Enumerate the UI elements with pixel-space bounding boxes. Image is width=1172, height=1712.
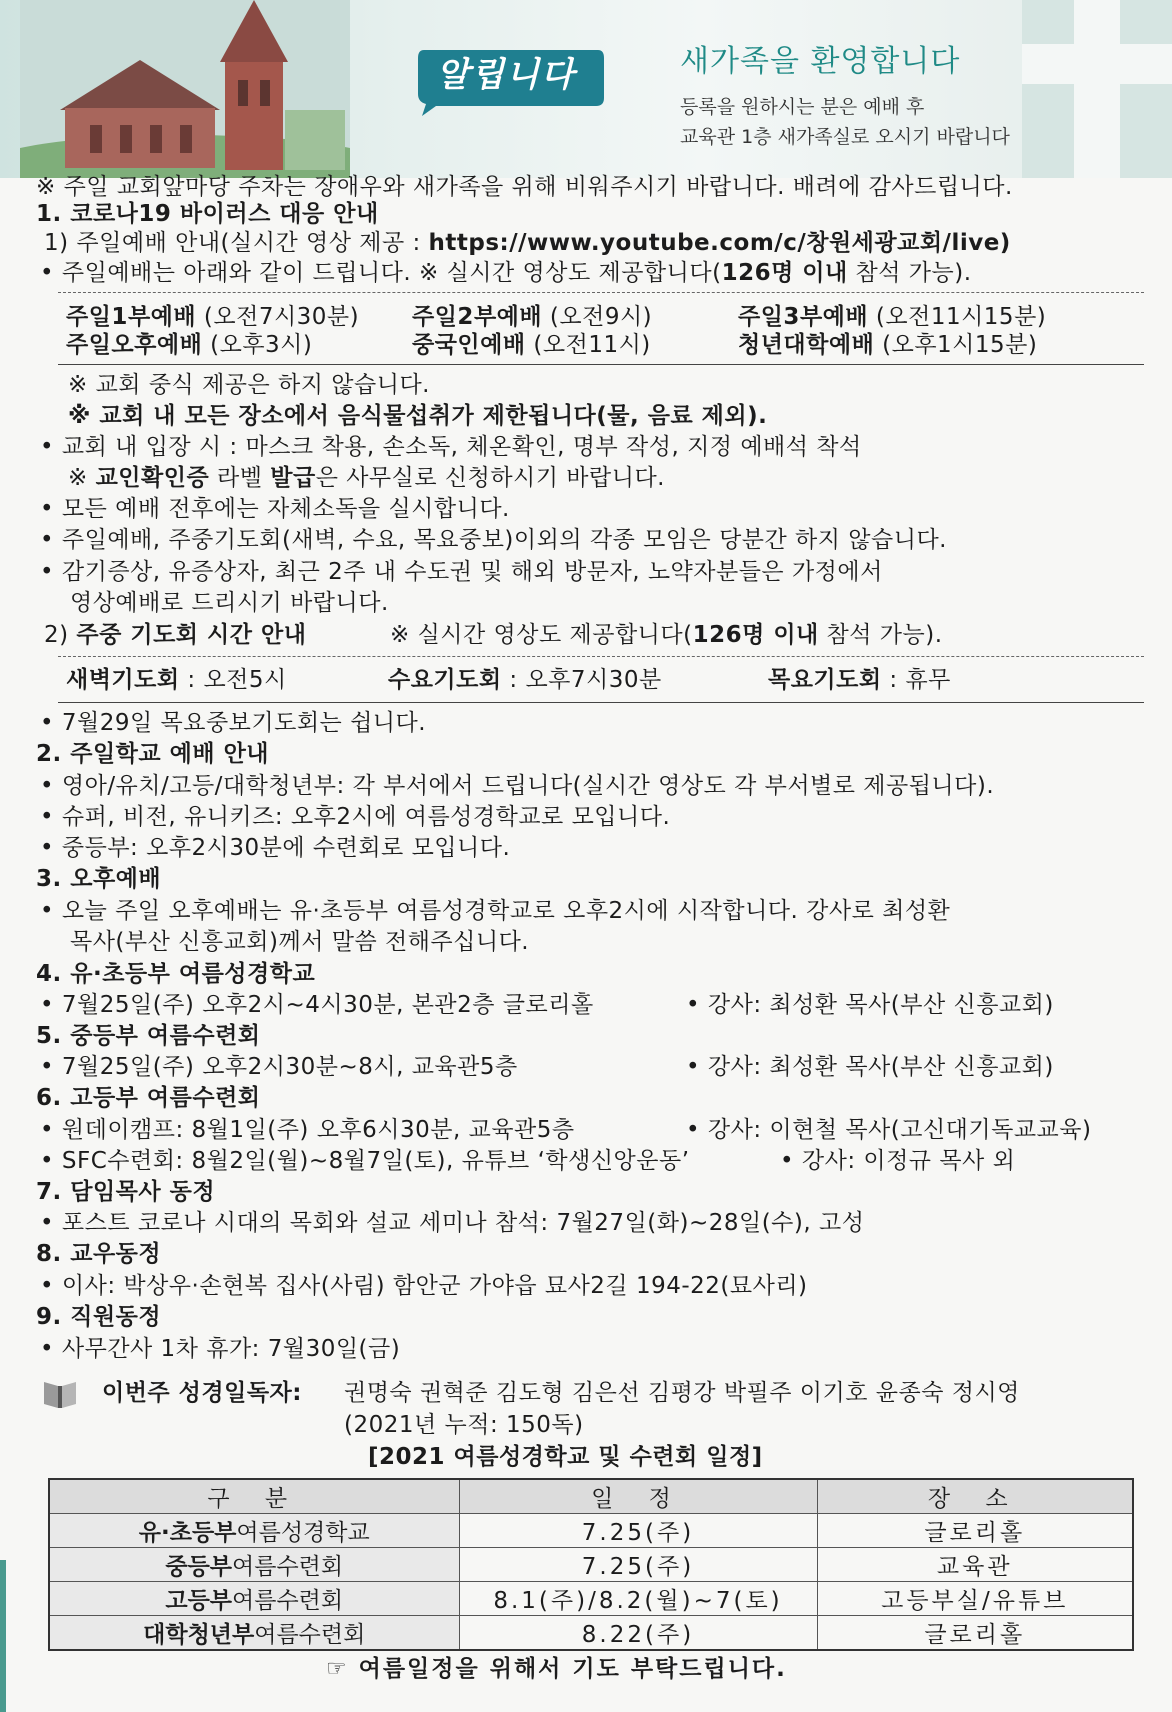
prayer-item: 새벽기도회 : 오전5시 xyxy=(66,667,287,693)
notice-line: • 주일예배는 아래와 같이 드립니다. ※ 실시간 영상도 제공합니다(126명 이내 참석 가능). xyxy=(40,260,972,286)
program-date: 8.1(주)/8.2(월)~7(토) xyxy=(459,1582,817,1616)
section-heading: 5. 중등부 여름수련회 xyxy=(36,1023,261,1049)
notice-line: • 주일예배, 주중기도회(새벽, 수요, 목요중보)이외의 각종 모임은 당분간 하지 않습니다. xyxy=(40,527,947,553)
schedule-title: [2021 여름성경학교 및 수련회 일정] xyxy=(368,1444,763,1470)
notice-line: • 사무간사 1차 휴가: 7월30일(금) xyxy=(40,1336,401,1362)
program-date: 7.25(주) xyxy=(459,1514,817,1548)
cross-icon xyxy=(1022,0,1172,178)
live-stream-link[interactable]: https://www.youtube.com/c/창원세광교회/live) xyxy=(428,230,1011,256)
notice-line: • 모든 예배 전후에는 자체소독을 실시합니다. xyxy=(40,496,510,522)
parking-notice: ※ 주일 교회앞마당 주차는 장애우와 새가족을 위해 비워주시기 바랍니다. 배려에 감사드립니다. xyxy=(36,174,1013,200)
notice-line: 목사(부산 신흥교회)께서 말씀 전해주십니다. xyxy=(70,929,530,955)
table-row xyxy=(49,1582,1133,1616)
header-banner xyxy=(0,0,1172,178)
program-place: 고등부실/유튜브 xyxy=(817,1582,1133,1616)
program-name: 대학청년부여름수련회 xyxy=(49,1616,459,1651)
notice-line: • 7월25일(주) 오후2시~4시30분, 본관2층 글로리홀 xyxy=(40,992,594,1018)
program-date: 8.22(주) xyxy=(459,1616,817,1651)
notice-line: • 슈퍼, 비전, 유니키즈: 오후2시에 여름성경학교로 모입니다. xyxy=(40,804,671,830)
notice-line: ※ 교회 내 모든 장소에서 음식물섭취가 제한됩니다(물, 음료 제외). xyxy=(68,403,768,429)
welcome-title: 새가족을 환영합니다 xyxy=(680,44,961,79)
section-heading: 2. 주일학교 예배 안내 xyxy=(36,741,270,767)
notice-line: • 강사: 최성환 목사(부산 신흥교회) xyxy=(686,1054,1054,1080)
notice-line: • 7월29일 목요중보기도회는 쉽니다. xyxy=(40,710,427,736)
table-header-row xyxy=(49,1479,1133,1514)
program-place: 글로리홀 xyxy=(817,1514,1133,1548)
divider xyxy=(58,656,1144,657)
notice-line: ※ 교회 중식 제공은 하지 않습니다. xyxy=(68,372,430,398)
notice-line: • 포스트 코로나 시대의 목회와 설교 세미나 참석: 7월27일(화)~28일(수), 고성 xyxy=(40,1210,865,1236)
worship-item: 주일오후예배 (오후3시) xyxy=(66,332,313,358)
notice-line: • SFC수련회: 8월2일(월)~8월7일(토), 유튜브 ‘학생신앙운동’ xyxy=(40,1148,690,1174)
notice-line: ※ 교인확인증 라벨 발급은 사무실로 신청하시기 바랍니다. xyxy=(68,465,665,491)
notice-line: • 중등부: 오후2시30분에 수련회로 모입니다. xyxy=(40,835,511,861)
notice-line: 영상예배로 드리시기 바랍니다. xyxy=(70,590,389,616)
divider xyxy=(58,702,1144,703)
section-heading: 8. 교우동정 xyxy=(36,1241,162,1267)
notice-line: • 감기증상, 유증상자, 최근 2주 내 수도권 및 해외 방문자, 노약자분들은 가정에서 xyxy=(40,559,883,585)
notice-line: • 강사: 최성환 목사(부산 신흥교회) xyxy=(686,992,1054,1018)
program-place: 교육관 xyxy=(817,1548,1133,1582)
worship-item: 주일1부예배 (오전7시30분) xyxy=(66,304,360,330)
prayer-item: 목요기도회 : 휴무 xyxy=(768,667,951,693)
worship-item: 주일3부예배 (오전11시15분) xyxy=(738,304,1047,330)
section-heading: 4. 유·초등부 여름성경학교 xyxy=(36,961,316,987)
notice-line: • 원데이캠프: 8월1일(주) 오후6시30분, 교육관5층 xyxy=(40,1117,575,1143)
welcome-line: 등록을 원하시는 분은 예배 후 xyxy=(680,96,925,118)
notice-line: • 강사: 이정규 목사 외 xyxy=(780,1148,1016,1174)
table-row xyxy=(49,1616,1133,1651)
section-heading: 7. 담임목사 동정 xyxy=(36,1179,216,1205)
book-icon xyxy=(40,1378,80,1410)
column-header: 일 정 xyxy=(459,1479,817,1514)
section-heading: 9. 직원동정 xyxy=(36,1304,162,1330)
notice-line: • 강사: 이현철 목사(고신대기독교교육) xyxy=(686,1117,1092,1143)
notice-line: • 7월25일(주) 오후2시30분~8시, 교육관5층 xyxy=(40,1054,518,1080)
column-header: 구 분 xyxy=(49,1479,459,1514)
notice-line: • 이사: 박상우·손현복 집사(사림) 함안군 가야읍 묘사2길 194-22(묘사리) xyxy=(40,1273,808,1299)
table-row xyxy=(49,1514,1133,1548)
worship-item: 중국인예배 (오전11시) xyxy=(412,332,651,358)
program-name: 중등부여름수련회 xyxy=(49,1548,459,1582)
notice-line: ※ 실시간 영상도 제공합니다(126명 이내 참석 가능). xyxy=(390,622,943,648)
schedule-table xyxy=(48,1478,1134,1651)
page-edge-stripe xyxy=(0,1560,6,1712)
notice-line: 1) 주일예배 안내(실시간 영상 제공 : https://www.youtube.com/c/창원세광교회/live) xyxy=(44,230,1011,256)
divider xyxy=(58,364,1144,365)
prayer-request: ☞ 여름일정을 위해서 기도 부탁드립니다. xyxy=(326,1656,787,1682)
program-place: 글로리홀 xyxy=(817,1616,1133,1651)
section-heading: 1. 코로나19 바이러스 대응 안내 xyxy=(36,201,379,227)
bible-readers-total: (2021년 누적: 150독) xyxy=(344,1412,584,1438)
worship-item: 주일2부예배 (오전9시) xyxy=(412,304,653,330)
program-name: 유·초등부여름성경학교 xyxy=(49,1514,459,1548)
program-name: 고등부여름수련회 xyxy=(49,1582,459,1616)
notice-line: 2) 주중 기도회 시간 안내 xyxy=(44,622,307,648)
church-illustration xyxy=(20,0,350,178)
table-row xyxy=(49,1548,1133,1582)
column-header: 장 소 xyxy=(817,1479,1133,1514)
divider xyxy=(58,292,1144,293)
program-date: 7.25(주) xyxy=(459,1548,817,1582)
prayer-item: 수요기도회 : 오후7시30분 xyxy=(388,667,662,693)
section-heading: 3. 오후예배 xyxy=(36,866,162,892)
notice-line: • 영아/유치/고등/대학청년부: 각 부서에서 드립니다(실시간 영상도 각 부서별로 제공됩니다). xyxy=(40,773,995,799)
welcome-line: 교육관 1층 새가족실로 오시기 바랍니다 xyxy=(680,126,1010,148)
bible-readers-list: 권명숙 권혁준 김도형 김은선 김평강 박필주 이기호 윤종숙 정시영 xyxy=(344,1380,1020,1406)
section-heading: 6. 고등부 여름수련회 xyxy=(36,1085,261,1111)
worship-item: 청년대학예배 (오후1시15분) xyxy=(738,332,1038,358)
notice-line: • 교회 내 입장 시 : 마스크 착용, 손소독, 체온확인, 명부 작성, 지정 예배석 착석 xyxy=(40,434,862,460)
notice-line: • 오늘 주일 오후예배는 유·초등부 여름성경학교로 오후2시에 시작합니다. 강사로 최성환 xyxy=(40,898,951,924)
bible-readers-label: 이번주 성경일독자: xyxy=(102,1380,302,1406)
banner-title: 알립니다 xyxy=(436,55,576,95)
